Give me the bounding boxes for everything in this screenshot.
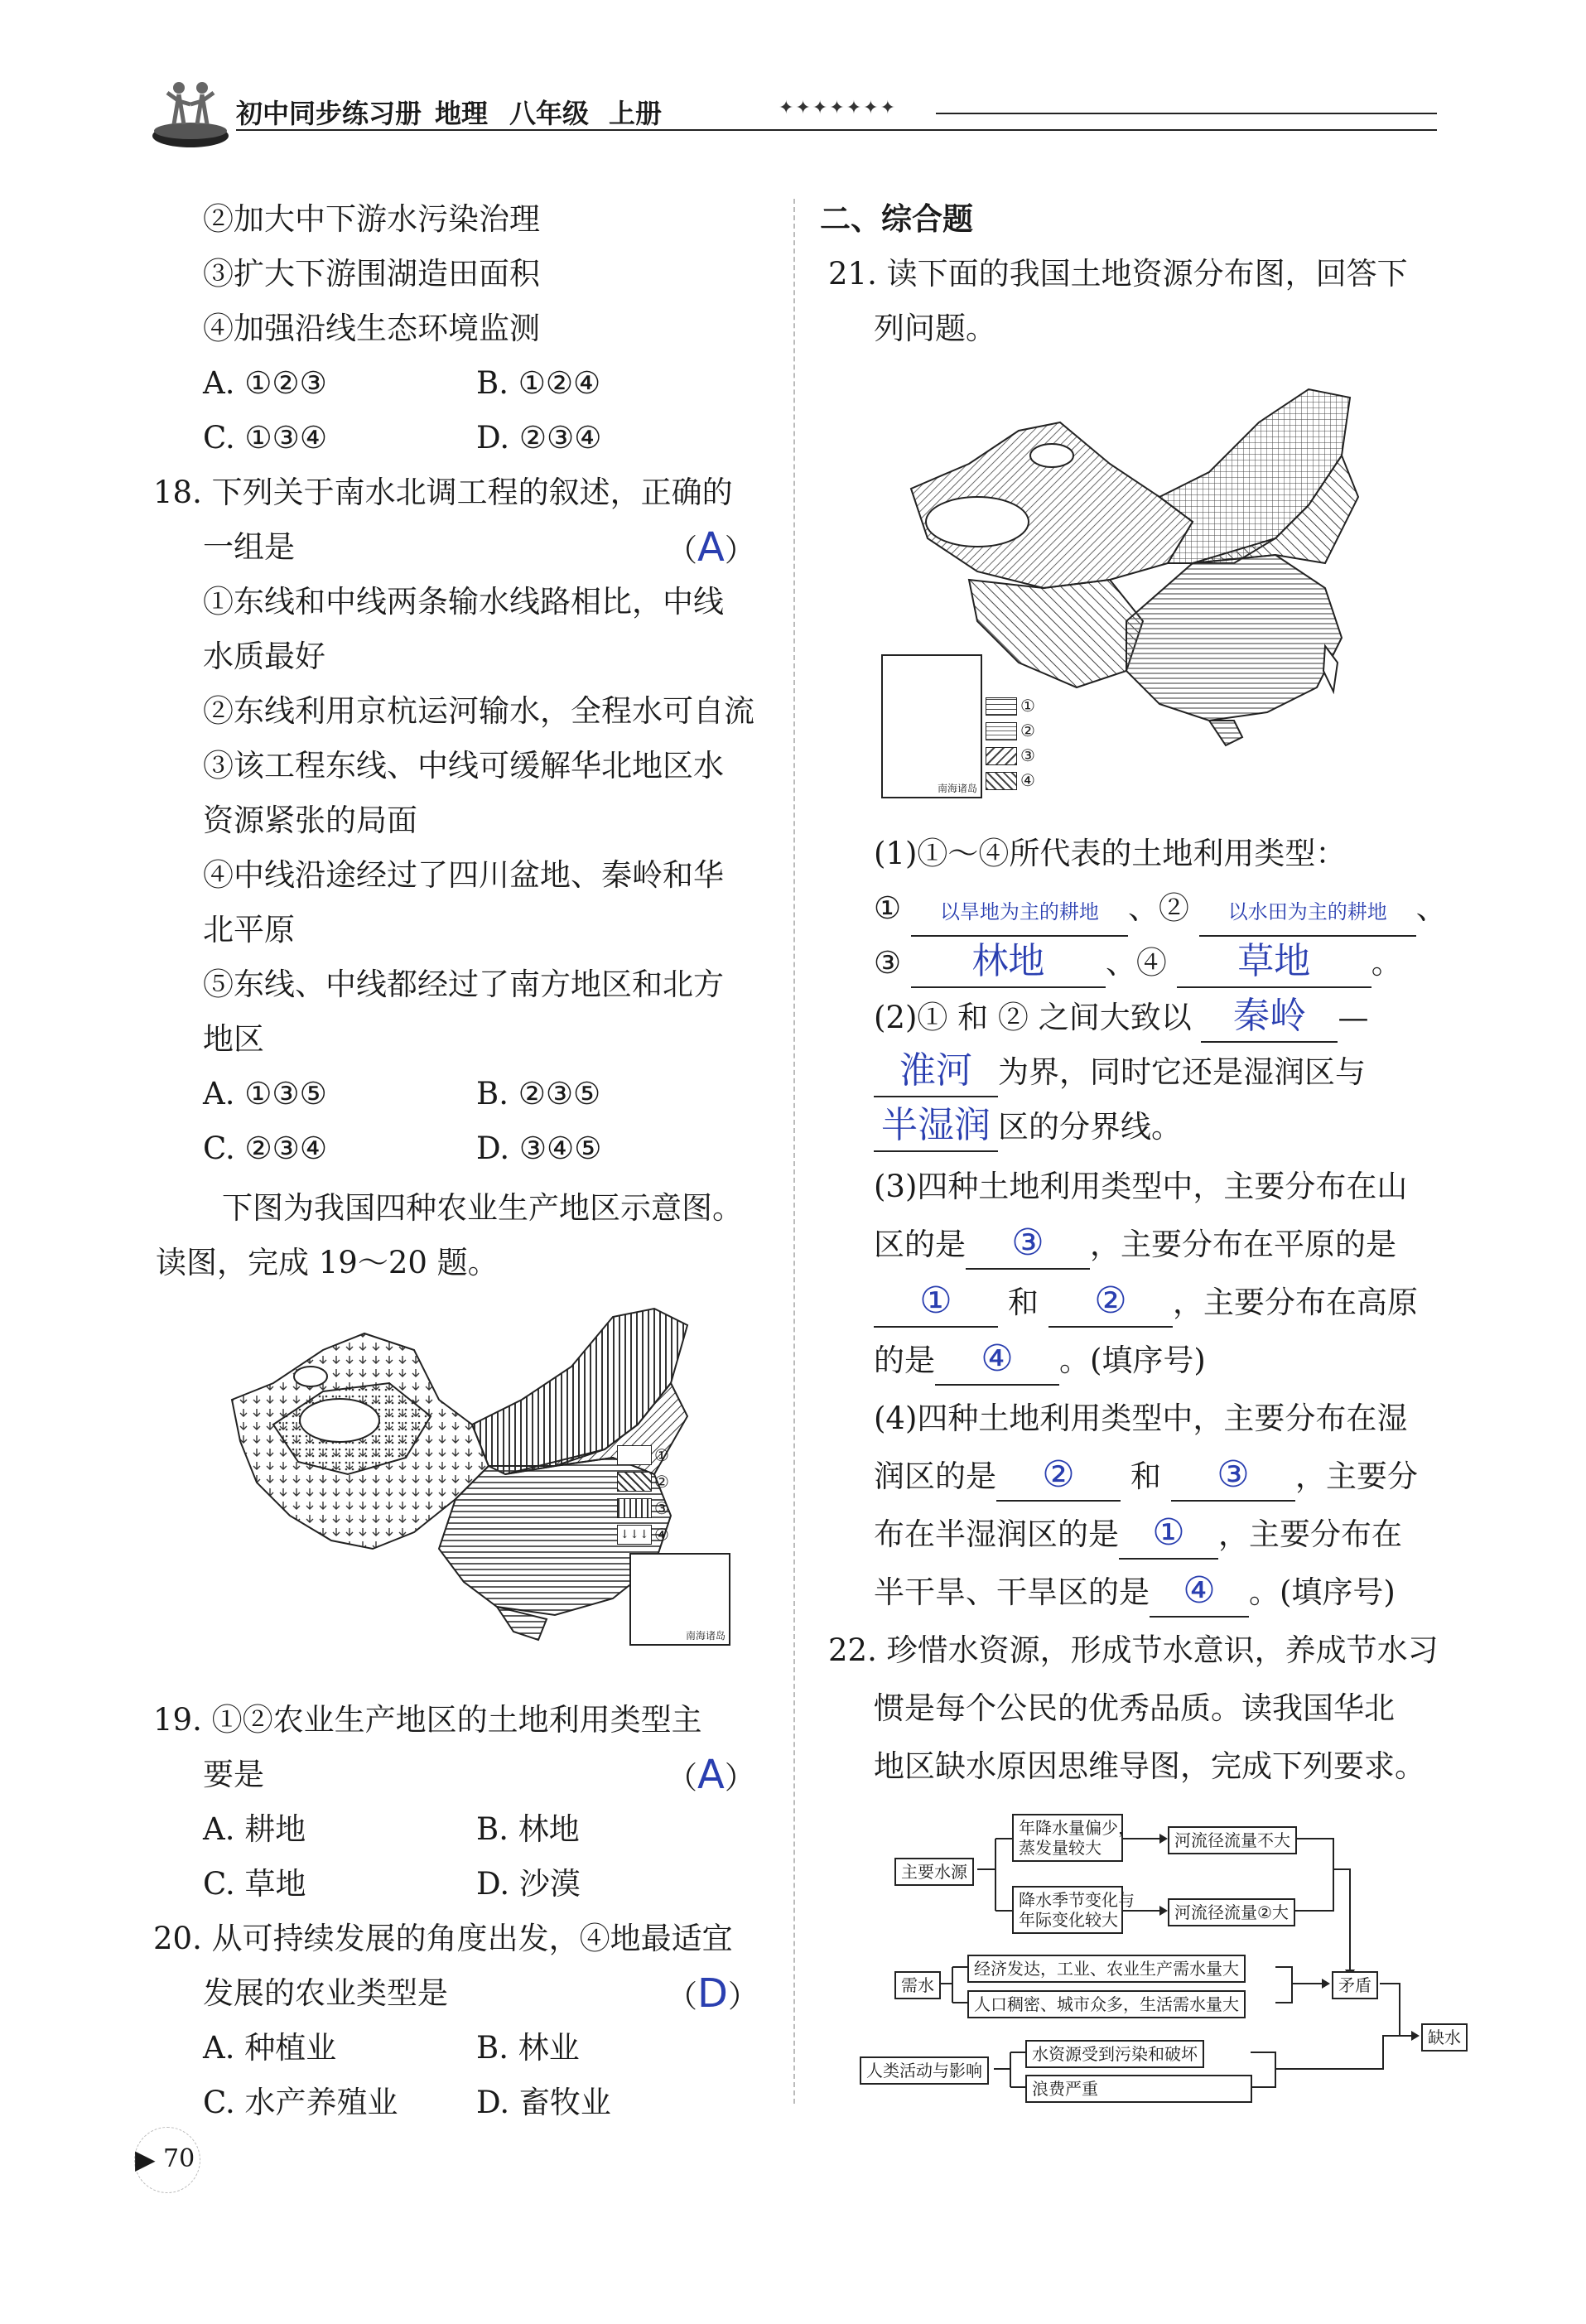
q21-p1-ans-2: 以水田为主的耕地 [1199, 885, 1416, 937]
agri-legend-4-label: ④ [654, 1525, 669, 1545]
q21-p1-text: (1)①～④所代表的土地利用类型： [874, 836, 1347, 871]
q18-choice-a: A. ①③⑤ [203, 1076, 327, 1111]
land-legend-3 [986, 747, 1017, 765]
q19-answer-paren: （A） [667, 1752, 755, 1798]
q19-answer: A [697, 1752, 725, 1798]
agri-inset-label: 南海诸岛 [685, 1630, 726, 1642]
fc-pop: 人口稠密、城市众多，生活需水量大 [967, 1990, 1246, 2018]
q21-p4-line-1: (4)四种土地利用类型中，主要分布在湿 [874, 1401, 1408, 1436]
agriculture-region-map [224, 1300, 737, 1648]
q18-choice-c: C. ②③④ [203, 1131, 328, 1166]
q17-choice-b: B. ①②④ [476, 365, 601, 401]
agri-legend-1 [617, 1445, 652, 1465]
q21-p2-ans-line: 秦岭 [1201, 993, 1338, 1043]
q18-line-2: 水质最好 [203, 639, 325, 674]
q19-20-intro-2: 读图，完成 19～20 题。 [156, 1245, 499, 1280]
header-stars: ✦✦✦✦✦✦✦ [779, 98, 898, 118]
fc-rain-evap: 年降水量偏少， 蒸发量较大 [1012, 1814, 1123, 1862]
q18-stem-1: 18. 下列关于南水北调工程的叙述，正确的 [153, 475, 733, 510]
q21-stem-2: 列问题。 [874, 311, 996, 346]
q18-stem-2: 一组是 [203, 529, 295, 565]
q19-choice-d: D. 沙漠 [476, 1866, 581, 1902]
q21-p1-line-2: ③ 林地 、④ 草地 。 [874, 936, 1402, 991]
q18-line-3: ②东线利用京杭运河输水，全程水可自流 [203, 693, 754, 729]
fc-human: 人类活动与影响 [860, 2056, 989, 2085]
q21-p3-line-1: (3)四种土地利用类型中，主要分布在山 [874, 1169, 1408, 1204]
header-logo-icon [149, 76, 232, 151]
section-title: 二、综合题 [820, 201, 973, 237]
q21-p1-ans-4: 草地 [1177, 938, 1371, 988]
land-legend-4 [986, 772, 1017, 790]
agri-legend-2-label: ② [654, 1472, 669, 1492]
fc-econ: 经济发达，工业、农业生产需水量大 [967, 1955, 1246, 1983]
q17-choice-c: C. ①③④ [203, 420, 328, 456]
header [0, 0, 1586, 141]
q19-choice-c: C. 草地 [203, 1866, 306, 1902]
q21-p1-line-1: ① 以旱地为主的耕地 、② 以水田为主的耕地 、 [874, 881, 1447, 937]
fc-pollution: 水资源受到污染和破坏 [1025, 2040, 1204, 2068]
q21-p4-line-4: 半干旱、干旱区的是 ④ 。(填序号) [874, 1565, 1396, 1620]
q21-p2-line-3: 半湿润 区的分界线。 [874, 1100, 1182, 1155]
q20-choice-a: A. 种植业 [203, 2030, 337, 2066]
q21-p4-ans-semi: ① [1119, 1510, 1218, 1560]
land-legend-2-label: ② [1020, 721, 1035, 740]
q21-p3-ans-plain-1: ① [874, 1278, 998, 1328]
q20-choice-c: C. 水产养殖业 [203, 2085, 398, 2120]
land-legend-1 [986, 697, 1017, 716]
land-legend-2 [986, 722, 1017, 740]
q21-p2-ans-river: 淮河 [874, 1048, 998, 1097]
fc-conflict: 矛盾 [1332, 1971, 1378, 1999]
q18-line-1: ①东线和中线两条输水线路相比，中线 [203, 584, 724, 620]
q18-line-6: ④中线沿途经过了四川盆地、秦岭和华 [203, 857, 724, 893]
land-resource-map [878, 373, 1408, 803]
page-number: 70 [163, 2144, 195, 2173]
agri-legend-2 [617, 1472, 652, 1492]
q19-20-intro-1: 下图为我国四种农业生产地区示意图。 [222, 1190, 743, 1226]
header-subject: 地理 [435, 98, 489, 129]
q17-option-2: ②加大中下游水污染治理 [203, 201, 540, 237]
fc-shortage: 缺水 [1421, 2023, 1468, 2052]
q20-stem-1: 20. 从可持续发展的角度出发，④地最适宜 [153, 1921, 733, 1956]
q21-p3-ans-plateau: ④ [935, 1336, 1059, 1386]
agri-inset-box [629, 1553, 730, 1646]
q21-p1-ans-3: 林地 [911, 938, 1106, 988]
q19-stem-1: 19. ①②农业生产地区的土地利用类型主 [153, 1702, 702, 1738]
q21-p4-line-3: 布在半湿润区的是 ① ，主要分布在 [874, 1507, 1402, 1562]
land-legend-3-label: ③ [1020, 745, 1035, 765]
land-legend-1-label: ① [1020, 696, 1035, 716]
agri-legend-3-label: ③ [654, 1498, 669, 1518]
fc-main-source: 主要水源 [894, 1858, 974, 1886]
q21-p4-ans-humid-2: ③ [1171, 1452, 1295, 1502]
q20-choice-b: B. 林业 [476, 2030, 580, 2066]
q18-answer-paren: （A） [667, 524, 755, 571]
q22-stem-2: 惯是每个公民的优秀品质。读我国华北 [874, 1690, 1395, 1726]
q18-choice-d: D. ③④⑤ [476, 1131, 602, 1166]
q21-p2-line-2: 淮河 为界，同时它还是湿润区与 [874, 1045, 1366, 1100]
fc-season-annual: 降水季节变化与 年际变化较大 [1012, 1886, 1123, 1934]
q19-choice-b: B. 林地 [476, 1811, 580, 1847]
q17-choice-d: D. ②③④ [476, 420, 602, 456]
fc-flow-low: 河流径流量不大 [1168, 1826, 1297, 1854]
q20-choice-d: D. 畜牧业 [476, 2085, 611, 2120]
q21-p2-line-1: (2)① 和 ② 之间大致以 秦岭 — [874, 991, 1368, 1045]
q17-option-3: ③扩大下游围湖造田面积 [203, 256, 540, 292]
land-region-3-west [969, 580, 1143, 687]
q18-choice-b: B. ②③⑤ [476, 1076, 601, 1111]
agri-legend-1-label: ① [654, 1445, 669, 1465]
header-rule [236, 129, 1437, 131]
header-grade: 八年级 [509, 98, 590, 129]
water-shortage-flowchart [853, 1806, 1466, 2112]
q19-choice-a: A. 耕地 [203, 1811, 306, 1847]
land-inset-box [881, 654, 982, 798]
q20-stem-2: 发展的农业类型是 [203, 1975, 448, 2011]
q21-p3-ans-plain-2: ② [1048, 1278, 1173, 1328]
q21-p1-ans-1: 以旱地为主的耕地 [911, 885, 1128, 937]
fc-flow-var: 河流径流量②大 [1168, 1898, 1295, 1926]
header-rule-right [936, 113, 1437, 114]
land-inset-label: 南海诸岛 [937, 783, 977, 794]
fc-demand: 需水 [894, 1971, 941, 1999]
q21-p4-ans-humid-1: ② [996, 1452, 1121, 1502]
q18-line-7: 北平原 [203, 912, 295, 947]
q20-answer: D [697, 1970, 728, 2017]
agri-legend-3 [617, 1498, 652, 1518]
land-region-2 [1126, 555, 1342, 721]
q18-line-9: 地区 [203, 1021, 264, 1057]
q18-line-4: ③该工程东线、中线可缓解华北地区水 [203, 748, 724, 784]
fc-waste: 浪费严重 [1025, 2075, 1252, 2103]
q21-p3-line-3: ① 和 ② ，主要分布在高原 [874, 1275, 1418, 1330]
q21-p3-line-4: 的是 ④ 。(填序号) [874, 1333, 1206, 1388]
header-volume: 上册 [609, 98, 663, 129]
q18-line-5: 资源紧张的局面 [203, 803, 417, 838]
land-legend-4-label: ④ [1020, 770, 1035, 790]
q18-answer: A [697, 524, 725, 571]
q21-p4-line-2: 润区的是 ② 和 ③ ，主要分 [874, 1449, 1418, 1504]
q21-p3-line-2: 区的是 ③ ，主要分布在平原的是 [874, 1217, 1396, 1272]
agri-legend-4: ↓↓↓ [617, 1525, 652, 1545]
q20-answer-paren: （D） [667, 1970, 759, 2017]
q21-stem-1: 21. 读下面的我国土地资源分布图，回答下 [828, 256, 1408, 292]
q19-stem-2: 要是 [203, 1757, 264, 1792]
header-series: 初中同步练习册 [236, 98, 422, 129]
q22-stem-3: 地区缺水原因思维导图，完成下列要求。 [874, 1748, 1425, 1784]
page-number-marker [134, 2127, 200, 2193]
column-divider [793, 199, 795, 2104]
q21-p2-ans-zone: 半湿润 [874, 1102, 998, 1152]
page-arrow-icon: ▶ [135, 2143, 156, 2175]
q21-p3-ans-mountain: ③ [966, 1220, 1090, 1270]
q18-line-8: ⑤东线、中线都经过了南方地区和北方 [203, 967, 724, 1002]
q22-stem-1: 22. 珍惜水资源，形成节水意识，养成节水习 [828, 1632, 1439, 1668]
q21-p4-ans-arid: ④ [1150, 1568, 1249, 1618]
q17-option-4: ④加强沿线生态环境监测 [203, 311, 540, 346]
q17-choice-a: A. ①②③ [203, 365, 327, 401]
